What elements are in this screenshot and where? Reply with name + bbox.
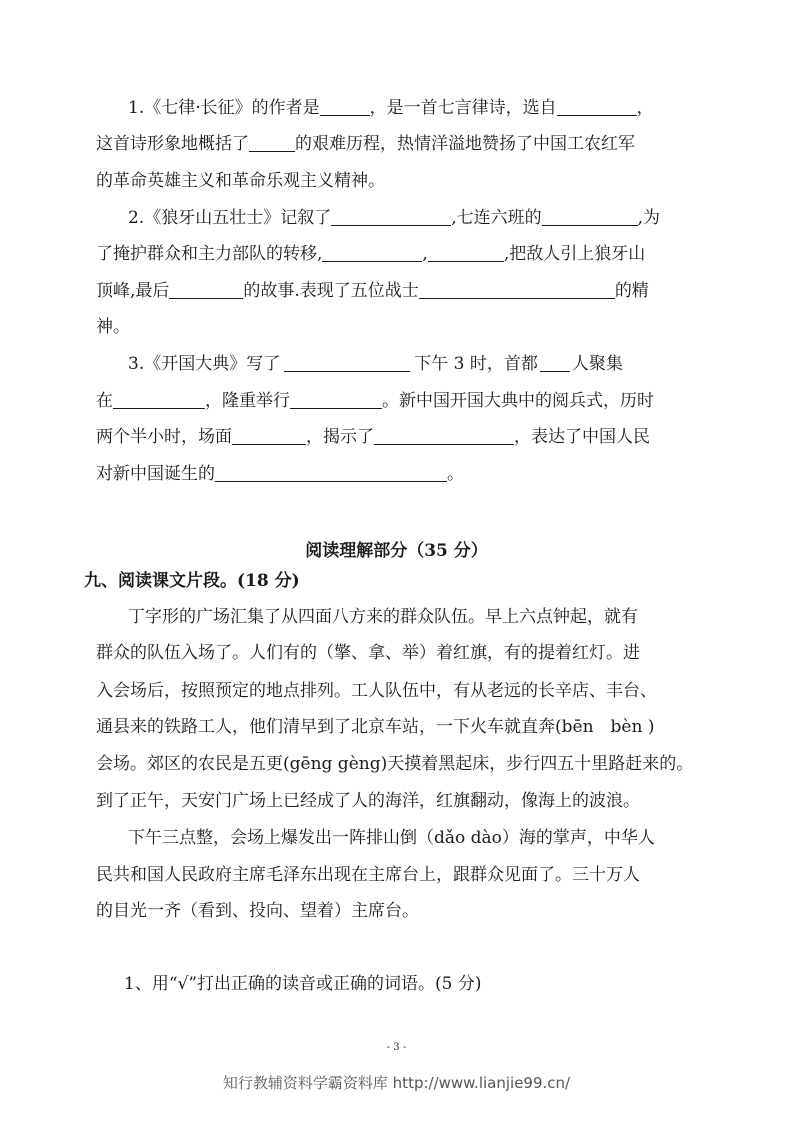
passage-line: 入会场后，按照预定的地点排列。工人队伍中，有从老远的长辛店、丰台、 [96, 681, 657, 701]
answer-blank [320, 98, 370, 116]
q2-line-3 [96, 280, 649, 302]
q2-text: ,七连六班的 [451, 208, 542, 228]
q2-text: ,把敌人引上狼牙山 [503, 244, 646, 264]
answer-blank [232, 427, 306, 445]
answer-blank [540, 354, 570, 372]
passage-line: 丁字形的广场汇集了从四面八方来的群众队伍。早上六点钟起，就有 [128, 607, 638, 627]
q2-text: 2.《狼牙山五壮士》记叙了 [128, 208, 332, 228]
q3-text: 。 [447, 464, 464, 484]
answer-blank [169, 281, 243, 299]
q3-text: 对新中国诞生的 [96, 464, 215, 484]
q3-text: 。新中国开国大典中的阅兵式，历时 [382, 391, 654, 411]
q3-text: 在 [96, 391, 113, 411]
passage-line: 到了正午，天安门广场上已经成了人的海洋，红旗翻动，像海上的波浪。 [96, 791, 640, 811]
passage-line: 的目光一齐（看到、投向、望着）主席台。 [96, 901, 419, 921]
q1-text: 1.《七律·长征》的作者是 [128, 98, 320, 118]
passage-line: 下午三点整，会场上爆发出一阵排山倒（dǎo dào）海的掌声，中华人 [128, 828, 655, 848]
q2-text: 了掩护群众和主力部队的转移, [96, 244, 323, 264]
q3-text: 人聚集 [571, 354, 623, 374]
q1-text: ， [636, 98, 654, 118]
answer-blank [322, 244, 422, 262]
q1-line-1 [128, 97, 654, 119]
q3-text: 3.《开国大典》写了 [128, 354, 281, 374]
answer-blank [374, 427, 514, 445]
q1-line-3 [96, 170, 385, 192]
part-9-title: 九、阅读课文片段。(18 分) [84, 571, 300, 591]
q1-text: 的革命英雄主义和革命乐观主义精神。 [96, 171, 385, 191]
answer-blank [284, 354, 410, 372]
q2-line-4 [96, 316, 130, 338]
q1-text: 的艰难历程，热情洋溢地赞扬了中国工农红军 [295, 134, 635, 154]
q1-text: ，是一首七言律诗，选自 [369, 98, 557, 118]
answer-blank [542, 208, 638, 226]
q3-text: ，隆重举行 [205, 391, 290, 411]
q2-text: 神。 [96, 317, 130, 337]
q2-line-2 [96, 243, 645, 265]
page-number: - 3 - [386, 1042, 407, 1053]
q2-text: 的故事.表现了五位战士 [243, 281, 419, 301]
q3-line-4 [96, 463, 464, 485]
q2-text: 顶峰,最后 [96, 281, 170, 301]
q3-text: 下午 3 时，首都 [414, 354, 538, 374]
passage-line: 会场。郊区的农民是五更(gēng gèng)天摸着黑起床，步行四五十里路赶来的。 [96, 754, 694, 774]
answer-blank [290, 391, 382, 409]
q3-text: ，表达了中国人民 [514, 427, 650, 447]
q2-text: 的精 [614, 281, 649, 301]
q3-line-3 [96, 426, 650, 448]
sub-question-1: 1、用“√”打出正确的读音或正确的词语。(5 分) [124, 974, 482, 994]
q2-text: , [422, 244, 428, 264]
q3-line-2 [96, 390, 654, 412]
passage-line: 群众的队伍入场了。人们有的（擎、拿、举）着红旗，有的提着红灯。进 [96, 643, 640, 663]
answer-blank [215, 464, 447, 482]
answer-blank [249, 134, 295, 152]
q3-text: ，揭示了 [306, 427, 374, 447]
section-title: 阅读理解部分（35 分） [305, 541, 488, 561]
q1-text: 这首诗形象地概括了 [96, 134, 249, 154]
answer-blank [557, 98, 637, 116]
answer-blank [428, 244, 504, 262]
answer-blank [113, 391, 205, 409]
q3-text: 两个半小时，场面 [96, 427, 232, 447]
passage-line: 通县来的铁路工人，他们清早到了北京车站，一下火车就直奔(bēn bèn ) [96, 717, 655, 737]
answer-blank [331, 208, 451, 226]
answer-blank [419, 281, 615, 299]
passage-line: 民共和国人民政府主席毛泽东出现在主席台上，跟群众见面了。三十万人 [96, 865, 640, 885]
q3-line-1 [128, 353, 623, 375]
q2-text: ,为 [637, 208, 661, 228]
footer-watermark: 知行教辅资料学霸资料库 http://www.lianjie99.cn/ [222, 1074, 571, 1092]
q2-line-1 [128, 207, 660, 229]
q1-line-2 [96, 133, 635, 155]
